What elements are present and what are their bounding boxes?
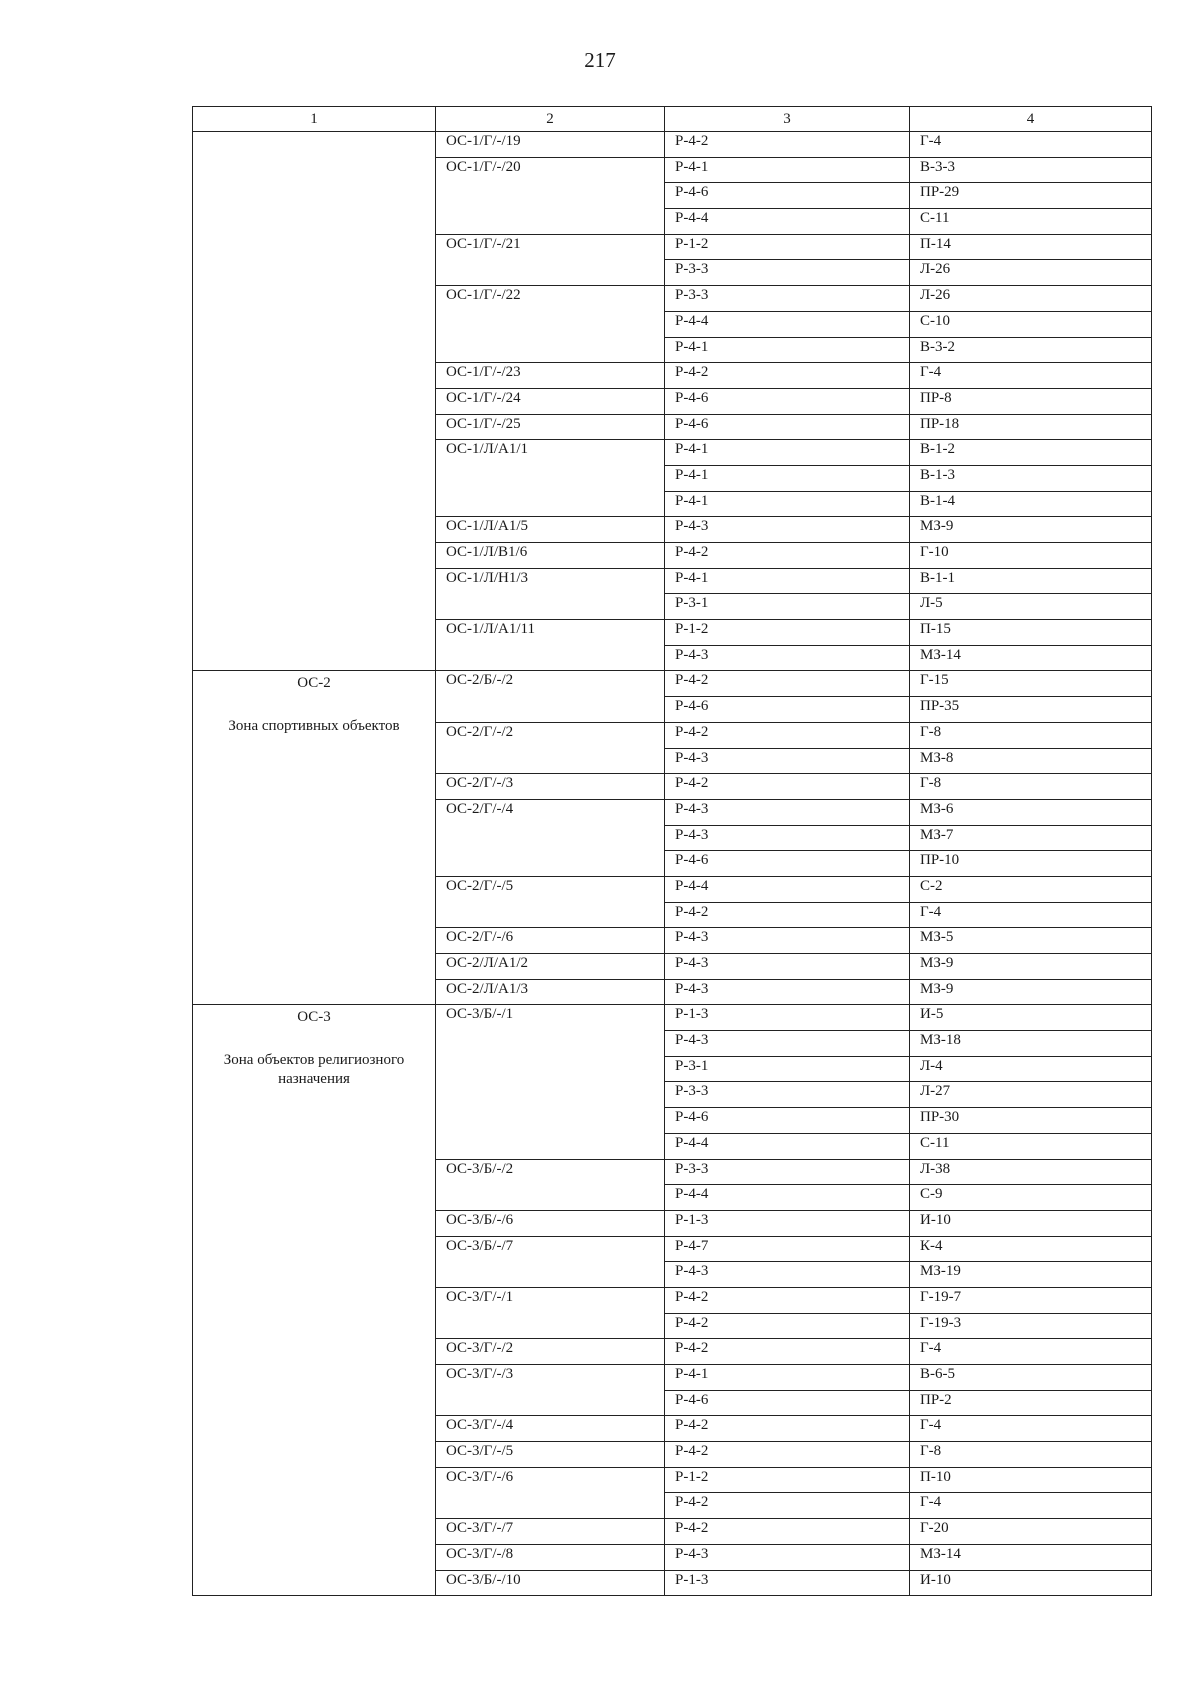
regulation-cell: Р-4-2 xyxy=(665,132,910,158)
reference-cell: Г-4 xyxy=(910,1416,1152,1442)
reference-cell: Л-26 xyxy=(910,260,1152,286)
regulation-cell: Р-4-7 xyxy=(665,1236,910,1262)
regulation-cell: Р-4-2 xyxy=(665,1519,910,1545)
reference-cell: МЗ-14 xyxy=(910,1544,1152,1570)
header-col-4: 4 xyxy=(910,107,1152,132)
reference-cell: ПР-2 xyxy=(910,1390,1152,1416)
object-code-cell: ОС-2/Б/-/2 xyxy=(436,671,665,722)
object-code-cell: ОС-3/Г/-/2 xyxy=(436,1339,665,1365)
object-code-cell: ОС-3/Б/-/6 xyxy=(436,1210,665,1236)
regulation-cell: Р-4-6 xyxy=(665,1108,910,1134)
regulation-cell: Р-4-1 xyxy=(665,440,910,466)
reference-cell: П-14 xyxy=(910,234,1152,260)
object-code-cell: ОС-2/Л/А1/2 xyxy=(436,954,665,980)
table-row xyxy=(193,132,1152,158)
reference-cell: В-3-2 xyxy=(910,337,1152,363)
regulation-cell: Р-4-3 xyxy=(665,1031,910,1057)
regulation-cell: Р-4-1 xyxy=(665,337,910,363)
reference-cell: С-9 xyxy=(910,1185,1152,1211)
reference-cell: ПР-18 xyxy=(910,414,1152,440)
regulation-cell: Р-4-6 xyxy=(665,414,910,440)
regulation-cell: Р-4-2 xyxy=(665,543,910,569)
regulation-cell: Р-4-1 xyxy=(665,1365,910,1391)
reference-cell: С-10 xyxy=(910,311,1152,337)
regulation-cell: Р-4-6 xyxy=(665,851,910,877)
zone-cell xyxy=(193,132,436,671)
regulation-cell: Р-4-3 xyxy=(665,645,910,671)
object-code-cell: ОС-3/Г/-/5 xyxy=(436,1442,665,1468)
regulation-cell: Р-4-2 xyxy=(665,363,910,389)
reference-cell: П-15 xyxy=(910,620,1152,646)
regulation-cell: Р-3-1 xyxy=(665,1056,910,1082)
reference-cell: ПР-35 xyxy=(910,697,1152,723)
reference-cell: ПР-10 xyxy=(910,851,1152,877)
regulation-cell: Р-4-6 xyxy=(665,1390,910,1416)
reference-cell: В-3-3 xyxy=(910,157,1152,183)
reference-cell: Г-15 xyxy=(910,671,1152,697)
object-code-cell: ОС-1/Г/-/22 xyxy=(436,286,665,363)
object-code-cell: ОС-3/Г/-/4 xyxy=(436,1416,665,1442)
reference-cell: МЗ-5 xyxy=(910,928,1152,954)
regulation-cell: Р-4-4 xyxy=(665,209,910,235)
zone-cell xyxy=(193,1005,436,1596)
object-code-cell: ОС-3/Б/-/1 xyxy=(436,1005,665,1159)
reference-cell: Г-4 xyxy=(910,1493,1152,1519)
object-code-cell: ОС-3/Б/-/7 xyxy=(436,1236,665,1287)
regulation-cell: Р-4-6 xyxy=(665,697,910,723)
reference-cell: В-1-2 xyxy=(910,440,1152,466)
reference-cell: МЗ-7 xyxy=(910,825,1152,851)
object-code-cell: ОС-2/Г/-/3 xyxy=(436,774,665,800)
regulation-cell: Р-3-3 xyxy=(665,1159,910,1185)
regulation-cell: Р-4-2 xyxy=(665,1313,910,1339)
table-header xyxy=(193,107,1152,132)
regulation-cell: Р-4-2 xyxy=(665,1339,910,1365)
object-code-cell: ОС-1/Г/-/25 xyxy=(436,414,665,440)
reference-cell: МЗ-14 xyxy=(910,645,1152,671)
reference-cell: К-4 xyxy=(910,1236,1152,1262)
regulation-cell: Р-4-1 xyxy=(665,568,910,594)
zone-cell xyxy=(193,671,436,1005)
object-code-cell: ОС-1/Л/А1/1 xyxy=(436,440,665,517)
reference-cell: В-1-1 xyxy=(910,568,1152,594)
regulation-cell: Р-4-2 xyxy=(665,774,910,800)
object-code-cell: ОС-1/Г/-/21 xyxy=(436,234,665,285)
reference-cell: МЗ-9 xyxy=(910,979,1152,1005)
regulation-cell: Р-4-4 xyxy=(665,311,910,337)
reference-cell: Г-8 xyxy=(910,774,1152,800)
regulation-cell: Р-1-3 xyxy=(665,1210,910,1236)
regulation-cell: Р-4-2 xyxy=(665,722,910,748)
regulation-cell: Р-3-3 xyxy=(665,260,910,286)
regulation-cell: Р-4-4 xyxy=(665,876,910,902)
object-code-cell: ОС-1/Л/А1/5 xyxy=(436,517,665,543)
table-row xyxy=(193,1005,1152,1031)
zoning-table xyxy=(192,106,1152,1596)
reference-cell: Г-19-7 xyxy=(910,1287,1152,1313)
regulation-cell: Р-4-4 xyxy=(665,1185,910,1211)
header-row xyxy=(193,107,1152,132)
reference-cell: МЗ-9 xyxy=(910,517,1152,543)
reference-cell: Л-5 xyxy=(910,594,1152,620)
object-code-cell: ОС-1/Г/-/20 xyxy=(436,157,665,234)
object-code-cell: ОС-1/Г/-/19 xyxy=(436,132,665,158)
zone-code: ОС-3 xyxy=(297,1009,331,1026)
reference-cell: МЗ-18 xyxy=(910,1031,1152,1057)
regulation-cell: Р-4-3 xyxy=(665,979,910,1005)
page-number: 217 xyxy=(584,48,616,72)
regulation-cell: Р-4-2 xyxy=(665,671,910,697)
reference-cell: Г-4 xyxy=(910,363,1152,389)
reference-cell: Г-19-3 xyxy=(910,1313,1152,1339)
reference-cell: Г-20 xyxy=(910,1519,1152,1545)
zone-name: Зона спортивных объектов xyxy=(228,718,400,735)
reference-cell: И-10 xyxy=(910,1210,1152,1236)
reference-cell: Г-8 xyxy=(910,1442,1152,1468)
object-code-cell: ОС-2/Г/-/5 xyxy=(436,876,665,927)
reference-cell: МЗ-6 xyxy=(910,799,1152,825)
header-col-1: 1 xyxy=(193,107,436,132)
regulation-cell: Р-1-2 xyxy=(665,620,910,646)
regulation-cell: Р-4-6 xyxy=(665,183,910,209)
regulation-cell: Р-4-3 xyxy=(665,517,910,543)
reference-cell: Г-4 xyxy=(910,132,1152,158)
object-code-cell: ОС-1/Л/А1/11 xyxy=(436,620,665,671)
regulation-cell: Р-4-3 xyxy=(665,1544,910,1570)
regulation-cell: Р-1-2 xyxy=(665,234,910,260)
reference-cell: Г-4 xyxy=(910,1339,1152,1365)
reference-cell: Г-4 xyxy=(910,902,1152,928)
reference-cell: Л-38 xyxy=(910,1159,1152,1185)
object-code-cell: ОС-1/Л/В1/6 xyxy=(436,543,665,569)
object-code-cell: ОС-1/Л/Н1/3 xyxy=(436,568,665,619)
regulation-cell: Р-3-3 xyxy=(665,286,910,312)
object-code-cell: ОС-2/Г/-/2 xyxy=(436,722,665,773)
reference-cell: С-11 xyxy=(910,1133,1152,1159)
header-col-3: 3 xyxy=(665,107,910,132)
regulation-cell: Р-3-3 xyxy=(665,1082,910,1108)
reference-cell: ПР-29 xyxy=(910,183,1152,209)
regulation-cell: Р-4-6 xyxy=(665,388,910,414)
object-code-cell: ОС-3/Б/-/10 xyxy=(436,1570,665,1596)
reference-cell: Л-27 xyxy=(910,1082,1152,1108)
regulation-cell: Р-4-2 xyxy=(665,1493,910,1519)
reference-cell: С-11 xyxy=(910,209,1152,235)
object-code-cell: ОС-3/Б/-/2 xyxy=(436,1159,665,1210)
regulation-cell: Р-4-4 xyxy=(665,1133,910,1159)
reference-cell: МЗ-8 xyxy=(910,748,1152,774)
reference-cell: МЗ-9 xyxy=(910,954,1152,980)
regulation-cell: Р-4-1 xyxy=(665,157,910,183)
regulation-cell: Р-4-2 xyxy=(665,1287,910,1313)
reference-cell: Л-4 xyxy=(910,1056,1152,1082)
object-code-cell: ОС-3/Г/-/6 xyxy=(436,1467,665,1518)
regulation-cell: Р-4-3 xyxy=(665,825,910,851)
regulation-cell: Р-1-2 xyxy=(665,1467,910,1493)
reference-cell: Г-10 xyxy=(910,543,1152,569)
reference-cell: ПР-8 xyxy=(910,388,1152,414)
zone-code: ОС-2 xyxy=(297,675,331,692)
regulation-cell: Р-4-3 xyxy=(665,799,910,825)
reference-cell: ПР-30 xyxy=(910,1108,1152,1134)
regulation-cell: Р-4-1 xyxy=(665,465,910,491)
zone-name: Зона объектов религиозного назначения xyxy=(223,1052,405,1088)
header-col-2: 2 xyxy=(436,107,665,132)
reference-cell: В-1-3 xyxy=(910,465,1152,491)
table-body xyxy=(193,132,1152,1596)
object-code-cell: ОС-2/Г/-/4 xyxy=(436,799,665,876)
object-code-cell: ОС-3/Г/-/1 xyxy=(436,1287,665,1338)
object-code-cell: ОС-1/Г/-/23 xyxy=(436,363,665,389)
regulation-cell: Р-4-3 xyxy=(665,748,910,774)
regulation-cell: Р-4-2 xyxy=(665,1416,910,1442)
regulation-cell: Р-3-1 xyxy=(665,594,910,620)
table-row xyxy=(193,671,1152,697)
object-code-cell: ОС-1/Г/-/24 xyxy=(436,388,665,414)
regulation-cell: Р-1-3 xyxy=(665,1005,910,1031)
object-code-cell: ОС-2/Л/А1/3 xyxy=(436,979,665,1005)
reference-cell: В-6-5 xyxy=(910,1365,1152,1391)
regulation-cell: Р-4-2 xyxy=(665,902,910,928)
reference-cell: П-10 xyxy=(910,1467,1152,1493)
object-code-cell: ОС-3/Г/-/3 xyxy=(436,1365,665,1416)
regulation-cell: Р-1-3 xyxy=(665,1570,910,1596)
object-code-cell: ОС-2/Г/-/6 xyxy=(436,928,665,954)
reference-cell: В-1-4 xyxy=(910,491,1152,517)
reference-cell: С-2 xyxy=(910,876,1152,902)
regulation-cell: Р-4-3 xyxy=(665,954,910,980)
object-code-cell: ОС-3/Г/-/8 xyxy=(436,1544,665,1570)
reference-cell: И-10 xyxy=(910,1570,1152,1596)
regulation-cell: Р-4-1 xyxy=(665,491,910,517)
reference-cell: И-5 xyxy=(910,1005,1152,1031)
regulation-cell: Р-4-3 xyxy=(665,1262,910,1288)
regulation-cell: Р-4-3 xyxy=(665,928,910,954)
regulation-cell: Р-4-2 xyxy=(665,1442,910,1468)
reference-cell: МЗ-19 xyxy=(910,1262,1152,1288)
reference-cell: Г-8 xyxy=(910,722,1152,748)
object-code-cell: ОС-3/Г/-/7 xyxy=(436,1519,665,1545)
reference-cell: Л-26 xyxy=(910,286,1152,312)
